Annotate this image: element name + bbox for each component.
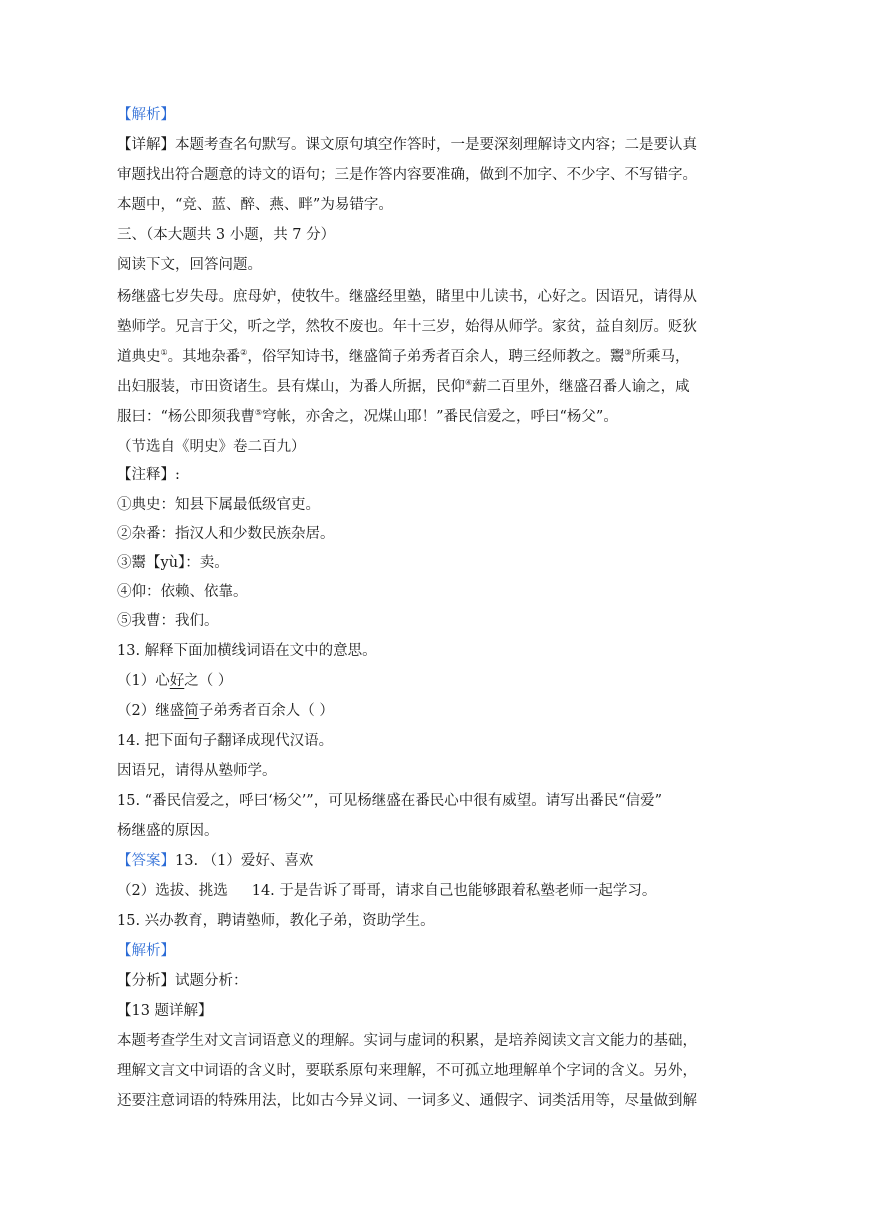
note-item: ②杂番：指汉人和少数民族杂居。 bbox=[117, 526, 335, 542]
question-15-line: 杨继盛的原因。 bbox=[117, 823, 219, 839]
note-item: ①典史：知县下属最低级官吏。 bbox=[117, 497, 320, 513]
analysis-label: 【解析】 bbox=[117, 107, 175, 123]
detail-paragraph-line: 审题找出符合题意的诗文的语句；三是作答内容要准确，做到不加字、不少字、不写错字。 bbox=[117, 167, 697, 183]
answer-label: 【答案】 bbox=[117, 853, 175, 869]
footnote-marker: ① bbox=[160, 348, 168, 358]
analysis-line: 本题考查学生对文言词语意义的理解。实词与虚词的积累，是培养阅读文言文能力的基础， bbox=[117, 1033, 697, 1049]
passage-source: （节选自《明史》卷二百九） bbox=[117, 439, 306, 455]
analysis-line: 【13 题详解】 bbox=[117, 1003, 213, 1019]
detail-label: 【详解】 bbox=[117, 137, 175, 153]
detail-paragraph-line: 本题中，“竞、蓝、醉、燕、畔”为易错字。 bbox=[117, 197, 393, 213]
question-15-line: 15. “番民信爱之，呼曰‘杨父’”，可见杨继盛在番民心中很有威望。请写出番民“信爱” bbox=[117, 793, 663, 809]
note-item: ④仰：依赖、依靠。 bbox=[117, 584, 248, 600]
passage-line: 道典史①。其地杂番②，俗罕知诗书，继盛简子弟秀者百余人，聘三经师教之。鬻③所乘马， bbox=[117, 348, 690, 365]
notes-label: 【注释】: bbox=[117, 467, 180, 483]
footnote-marker: ③ bbox=[624, 348, 632, 358]
question-14-stem: 14. 把下面句子翻译成现代汉语。 bbox=[117, 733, 334, 749]
section-heading: 三、（本大题共 3 小题，共 7 分） bbox=[117, 227, 336, 243]
answer-line: 【答案】13. （1）爱好、喜欢 bbox=[117, 853, 314, 869]
passage-line: 出妇服装，市田资诸生。县有煤山，为番人所据，民仰④薪二百里外，继盛召番人谕之，咸 bbox=[117, 378, 690, 395]
underlined-word: 好 bbox=[169, 673, 185, 689]
footnote-marker: ② bbox=[240, 348, 248, 358]
passage-line: 杨继盛七岁失母。庶母妒，使牧牛。继盛经里塾，睹里中儿读书，心好之。因语兄，请得从 bbox=[117, 289, 697, 305]
note-item: ⑤我曹：我们。 bbox=[117, 613, 219, 629]
instruction: 阅读下文，回答问题。 bbox=[117, 257, 262, 273]
analysis-line: 理解文言文中词语的含义时，要联系原句来理解，不可孤立地理解单个字词的含义。另外， bbox=[117, 1063, 697, 1079]
analysis-label: 【解析】 bbox=[117, 943, 175, 959]
question-14-sentence: 因语兄，请得从塾师学。 bbox=[117, 763, 277, 779]
question-13-part-1: （1）心好之（ ） bbox=[117, 673, 233, 689]
note-item: ③鬻【yù】：卖。 bbox=[117, 555, 229, 571]
underlined-word: 简 bbox=[184, 703, 199, 719]
analysis-line: 还要注意词语的特殊用法，比如古今异义词、一词多义、通假字、词类活用等，尽量做到解 bbox=[117, 1093, 697, 1109]
question-13-stem: 13. 解释下面加横线词语在文中的意思。 bbox=[117, 643, 377, 659]
answer-line: （2）选拔、挑选 14. 于是告诉了哥哥，请求自己也能够跟着私塾老师一起学习。 bbox=[117, 883, 657, 899]
detail-paragraph-line: 【详解】本题考查名句默写。课文原句填空作答时，一是要深刻理解诗文内容；二是要认真 bbox=[117, 137, 697, 153]
passage-line: 服曰：“杨公即须我曹⑤穹帐，亦舍之，况煤山耶！”番民信爱之，呼曰“杨父”。 bbox=[117, 408, 618, 425]
analysis-line: 【分析】试题分析： bbox=[117, 973, 248, 989]
footnote-marker: ④ bbox=[465, 378, 473, 388]
answer-line: 15. 兴办教育，聘请塾师，教化子弟，资助学生。 bbox=[117, 913, 435, 929]
question-13-part-2: （2）继盛简子弟秀者百余人（ ） bbox=[117, 703, 334, 719]
passage-line: 塾师学。兄言于父，听之学，然牧不废也。年十三岁，始得从师学。家贫，益自刻厉。贬狄 bbox=[117, 319, 697, 335]
footnote-marker: ⑤ bbox=[254, 408, 263, 418]
